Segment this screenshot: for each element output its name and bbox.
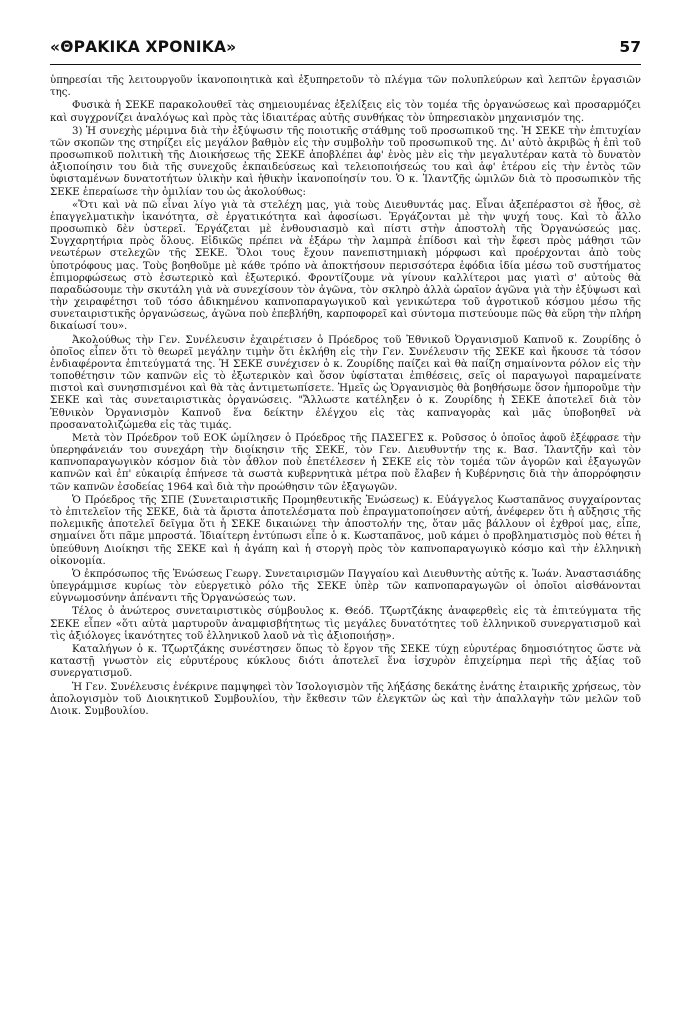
paragraph: Τέλος ὁ ἀνώτερος συνεταιριστικὸς σύμβουλος κ. Θεόδ. Τζωρτζάκης ἀναφερθεὶς εἰς τὰ ἐπιτεύγματα τῆς ΣΕΚΕ εἶπεν «ὅτι αὐτὰ μαρτυροῦν ἀναμφισβήτητως τὶς μεγάλες δυνατότητες τοῦ ἑλληνικοῦ συνεργατισμοῦ καὶ τὶς ἀξιόλογες ἱκανότητες τοῦ ἑλληνικοῦ λαοῦ νὰ τὶς ἀξιοποιήσῃ». (50, 606, 641, 642)
paragraph: Φυσικὰ ἡ ΣΕΚΕ παρακολουθεῖ τὰς σημειουμένας ἐξελίξεις εἰς τὸν τομέα τῆς ὀργανώσεως καὶ προσαρμόζει καὶ συγχρονίζει ἀναλόγως καὶ πρὸς τὰς ἰδιαιτέρας αὐτῆς συνθήκας τὸν ὑπηρεσιακὸν μηχανισμόν της. (50, 100, 641, 124)
paragraph: «Ὅτι καὶ νὰ πῶ εἶναι λίγο γιὰ τὰ στελέχη μας, γιὰ τοὺς Διευθυντάς μας. Εἶναι ἀξεπέραστοι σὲ ἦθος, σὲ ἐπαγγελματικὴν ἱκανότητα, σὲ ἐργατικότητα καὶ ἀφοσίωσι. Ἐργάζονται μὲ τὴν ψυχή τους. Καὶ τὸ ἄλλο προσωπικὸ δὲν ὑστερεῖ. Ἐργάζεται μὲ ἐνθουσιασμὸ καὶ πίστι στὴν ἀποστολὴ τῆς Ὀργανώσεώς μας. Συγχαρητήρια πρὸς ὅλους. Εἰδικῶς πρέπει νὰ ἐξάρω τὴν λαμπρὰ ἐπίδοσι καὶ τὴν ἔφεσι πρὸς μάθησι τῶν νεωτέρων στελεχῶν τῆς ΣΕΚΕ. Ὅλοι τους ἔχουν πανεπιστημιακὴ μόρφωσι καὶ προέρχονται ἀπὸ τοὺς ὑποτρόφους μας. Τοὺς βοηθοῦμε μὲ κάθε τρόπο νὰ ἀποκτήσουν περισσότερα ἐφόδια ἰδία μέσω τοῦ συστήματος ἐπιμορφώσεως στὸ ἐσωτερικὸ καὶ ἐξωτερικό. Φροντίζουμε νὰ γίνουν καλλίτεροι μας γιατὶ σ' αὐτοὺς θὰ παραδώσουμε τὴν σκυτάλη γιὰ νὰ συνεχίσουν τὸν ἀγῶνα, τὸν σκληρὸ ἀλλὰ ὡραῖον ἀγῶνα γιὰ τὴν ἐξύψωσι καὶ τὴν χειραφέτησι τοῦ τόσο ἀδικημένου καπνοπαραγωγικοῦ καὶ γενικώτερα τοῦ ἀγροτικοῦ κόσμου μέσω τῆς συνεταιριστικῆς ὀργανώσεως, ἀγῶνα ποὺ ἐπεβλήθη, καρποφορεῖ καὶ σύντομα πιστεύουμε πῶς θὰ εὕρη τὴν πλήρη δικαίωσί του». (50, 199, 641, 333)
running-title: «ΘΡΑΚΙΚΑ ΧΡΟΝΙΚΑ» (50, 38, 237, 56)
paragraph: 3) Ἡ συνεχὴς μέριμνα διὰ τὴν ἐξύψωσιν τῆς ποιοτικῆς στάθμης τοῦ προσωπικοῦ της. Ἡ ΣΕΚΕ τὴν ἐπιτυχίαν τῶν σκοπῶν της στηρίζει εἰς μεγάλον βαθμὸν εἰς τὴν συμβολὴν τοῦ προσωπικοῦ της. Δι' αὐτὸ ἀκριβῶς ἡ ἐπὶ τοῦ προσωπικοῦ πολιτικὴ τῆς Διοικήσεως τῆς ΣΕΚΕ ἀποβλέπει ἀφ' ἑνὸς μὲν εἰς τὴν μεγαλυτέραν κατὰ τὸ δυνατὸν ἀξιοποίησιν του διὰ τῆς συνεχοῦς ἐκπαιδεύσεως καὶ τελειοποιήσεώς του καὶ ἀφ' ἑτέρου εἰς τὴν ἐντὸς τῶν ὑφισταμένων δυνατοτήτων ὑλικὴν καὶ ἠθικὴν ἱκανοποίησίν του. Ὁ κ. Ἰλαντζῆς ὡμιλῶν διὰ τὸ προσωπικὸν τῆς ΣΕΚΕ ἐπεραίωσε τὴν ὁμιλίαν του ὡς ἀκολούθως: (50, 125, 641, 198)
header-rule (50, 64, 641, 65)
paragraph: Ἀκολούθως τὴν Γεν. Συνέλευσιν ἐχαιρέτισεν ὁ Πρόεδρος τοῦ Ἐθνικοῦ Ὀργανισμοῦ Καπνοῦ κ. Ζουρίδης ὁ ὁποῖος εἶπεν ὅτι τὸ θεωρεῖ μεγάλην τιμὴν ὅτι ἐκλήθη εἰς τὴν Γεν. Συνέλευσιν τῆς ΣΕΚΕ καὶ ἤκουσε τὰ τόσον ἐνδιαφέροντα ἐπιτεύγματά της. Ἡ ΣΕΚΕ συνέχισεν ὁ κ. Ζουρίδης παίζει καὶ θὰ παίζη σημαίνοντα ρόλον εἰς τὴν τοποθέτησιν τῶν καπνῶν εἰς τὸ ἐξωτερικὸν καὶ ὅσον ὑφίσταται ἐπιθέσεις, σεῖς οἱ παραγωγοὶ παραμείνατε πιστοὶ καὶ συνησπισμένοι καὶ θὰ τὰς ἀντιμετωπίσετε. Ἡμεῖς ὡς Ὀργανισμὸς θὰ βοηθήσωμε ὅσον ἠμποροῦμε τὴν ΣΕΚΕ καὶ τὰς συνεταιριστικὰς ὀργανώσεις. "Ἄλλωστε κατέληξεν ὁ κ. Ζουρίδης ἡ ΣΕΚΕ ἀποτελεῖ διὰ τὸν Ἐθνικὸν Ὀργανισμὸν Καπνοῦ ἕνα δείκτην ἐλέγχου εἰς τὰς καπναγορὰς καὶ μᾶς ὑποβοηθεῖ νὰ προσανατολιζώμεθα εἰς τὰς τιμάς. (50, 334, 641, 431)
paragraph: Ὁ ἐκπρόσωπος τῆς Ἑνώσεως Γεωργ. Συνεταιρισμῶν Παγγαίου καὶ Διευθυντὴς αὐτῆς κ. Ἰωάν. Ἀναστασιάδης ὑπεγράμμισε κυρίως τὸν εὐεργετικὸ ρόλο τῆς ΣΕΚΕ ὑπὲρ τῶν καπνοπαραγωγῶν οἱ ὁποῖοι αἰσθάνονται εὐγνωμοσύνην ἀπέναντι τῆς Ὀργανώσεώς των. (50, 568, 641, 605)
paragraph: Ἡ Γεν. Συνέλευσις ἐνέκρινε παμψηφεὶ τὸν Ἰσολογισμὸν τῆς λήξάσης δεκάτης ἐνάτης ἑταιρικῆς χρήσεως, τὸν ἀπολογισμὸν τοῦ Διοικητικοῦ Συμβουλίου, τὴν ἔκθεσιν τῶν ἐλεγκτῶν ὡς καὶ τὴν ἀπαλλαγὴν τῶν μελῶν τοῦ Διοικ. Συμβουλίου. (50, 681, 642, 717)
paragraph: Καταλήγων ὁ κ. Τζωρτζάκης συνέστησεν ὅπως τὸ ἔργον τῆς ΣΕΚΕ τύχῃ εὐρυτέρας δημοσιότητος ὥστε νὰ καταστῇ γνωστὸν εἰς εὐρυτέρους κύκλους διότι ἀποτελεῖ ἕνα ἰσχυρὸν ἐπιχείρημα περὶ τῆς ἀξίας τοῦ συνεργατισμοῦ. (50, 644, 641, 680)
paragraph: Ὁ Πρόεδρος τῆς ΣΠΕ (Συνεταιριστικῆς Προμηθευτικῆς Ἑνώσεως) κ. Εὐάγγελος Κωσταπᾶνος συγχαίροντας τὸ ἐπιτελεῖον τῆς ΣΕΚΕ, διὰ τὰ ἄριστα ἀποτελέσματα ποὺ ἐπραγματοποίησεν αὐτή, ἀνέφερεν ὅτι ἡ αὔξησις τῆς πολεμικῆς ἀποτελεῖ δεῖγμα ὅτι ἡ ΣΕΚΕ δικαιώνει τὴν ἀποστολήν της, ὅταν μᾶς βάλλουν οἱ ἐχθροί μας, εἶπε, σημαίνει ὅτι πᾶμε μπροστά. Ἰδιαίτερη ἐντύπωσι εἶπε ὁ κ. Κωσταπᾶνος, μοῦ κάμει ὁ προβληματισμὸς ποὺ θέτει ἡ ὑπεύθυνη Διοίκησι τῆς ΣΕΚΕ καὶ ἡ ἀγάπη καὶ ἡ στοργὴ πρὸς τὸν καπνοπαραγωγικὸ κόσμο καὶ τὴν ἑλληνικὴ οἰκονομία. (50, 494, 641, 567)
paragraph: Μετὰ τὸν Πρόεδρον τοῦ ΕΟΚ ὡμίλησεν ὁ Πρόεδρος τῆς ΠΑΣΕΓΕΣ κ. Ροῦσσος ὁ ὁποῖος ἀφοῦ ἐξέφρασε τὴν ὑπερηφάνειάν του συνεχάρη τὴν διοίκησιν τῆς ΣΕΚΕ, τὸν Γεν. Διευθυντήν της κ. Βασ. Ἰλαντζῆν καὶ τὸν καπνοπαραγωγικὸν κόσμον διὰ τὸν ἆθλον ποὺ ἐπετέλεσεν ἡ ΣΕΚΕ εἰς τὸν τομέα τῶν ἀγορῶν καὶ ἐξαγωγῶν καπνῶν καὶ ἐπ' εὐκαιρίᾳ ἐπήνεσε τὰ σωστὰ κυβερνητικὰ μέτρα ποὺ ἔλαβεν ἡ Κυβέρνησις διὰ τὴν ἀπορρόφησιν τῶν καπνῶν ἐσοδείας 1964 καὶ διὰ τὴν προώθησιν τῶν ἐξαγωγῶν. (50, 433, 641, 493)
article-body (50, 75, 641, 718)
page-number: 57 (619, 38, 641, 56)
page-header (50, 38, 641, 60)
paragraph: ὑπηρεσίαι τῆς λειτουργοῦν ἱκανοποιητικὰ καὶ ἐξυπηρετοῦν τὸ πλέγμα τῶν πολυπλεύρων καὶ λεπτῶν ἐργασιῶν της. (50, 75, 641, 99)
